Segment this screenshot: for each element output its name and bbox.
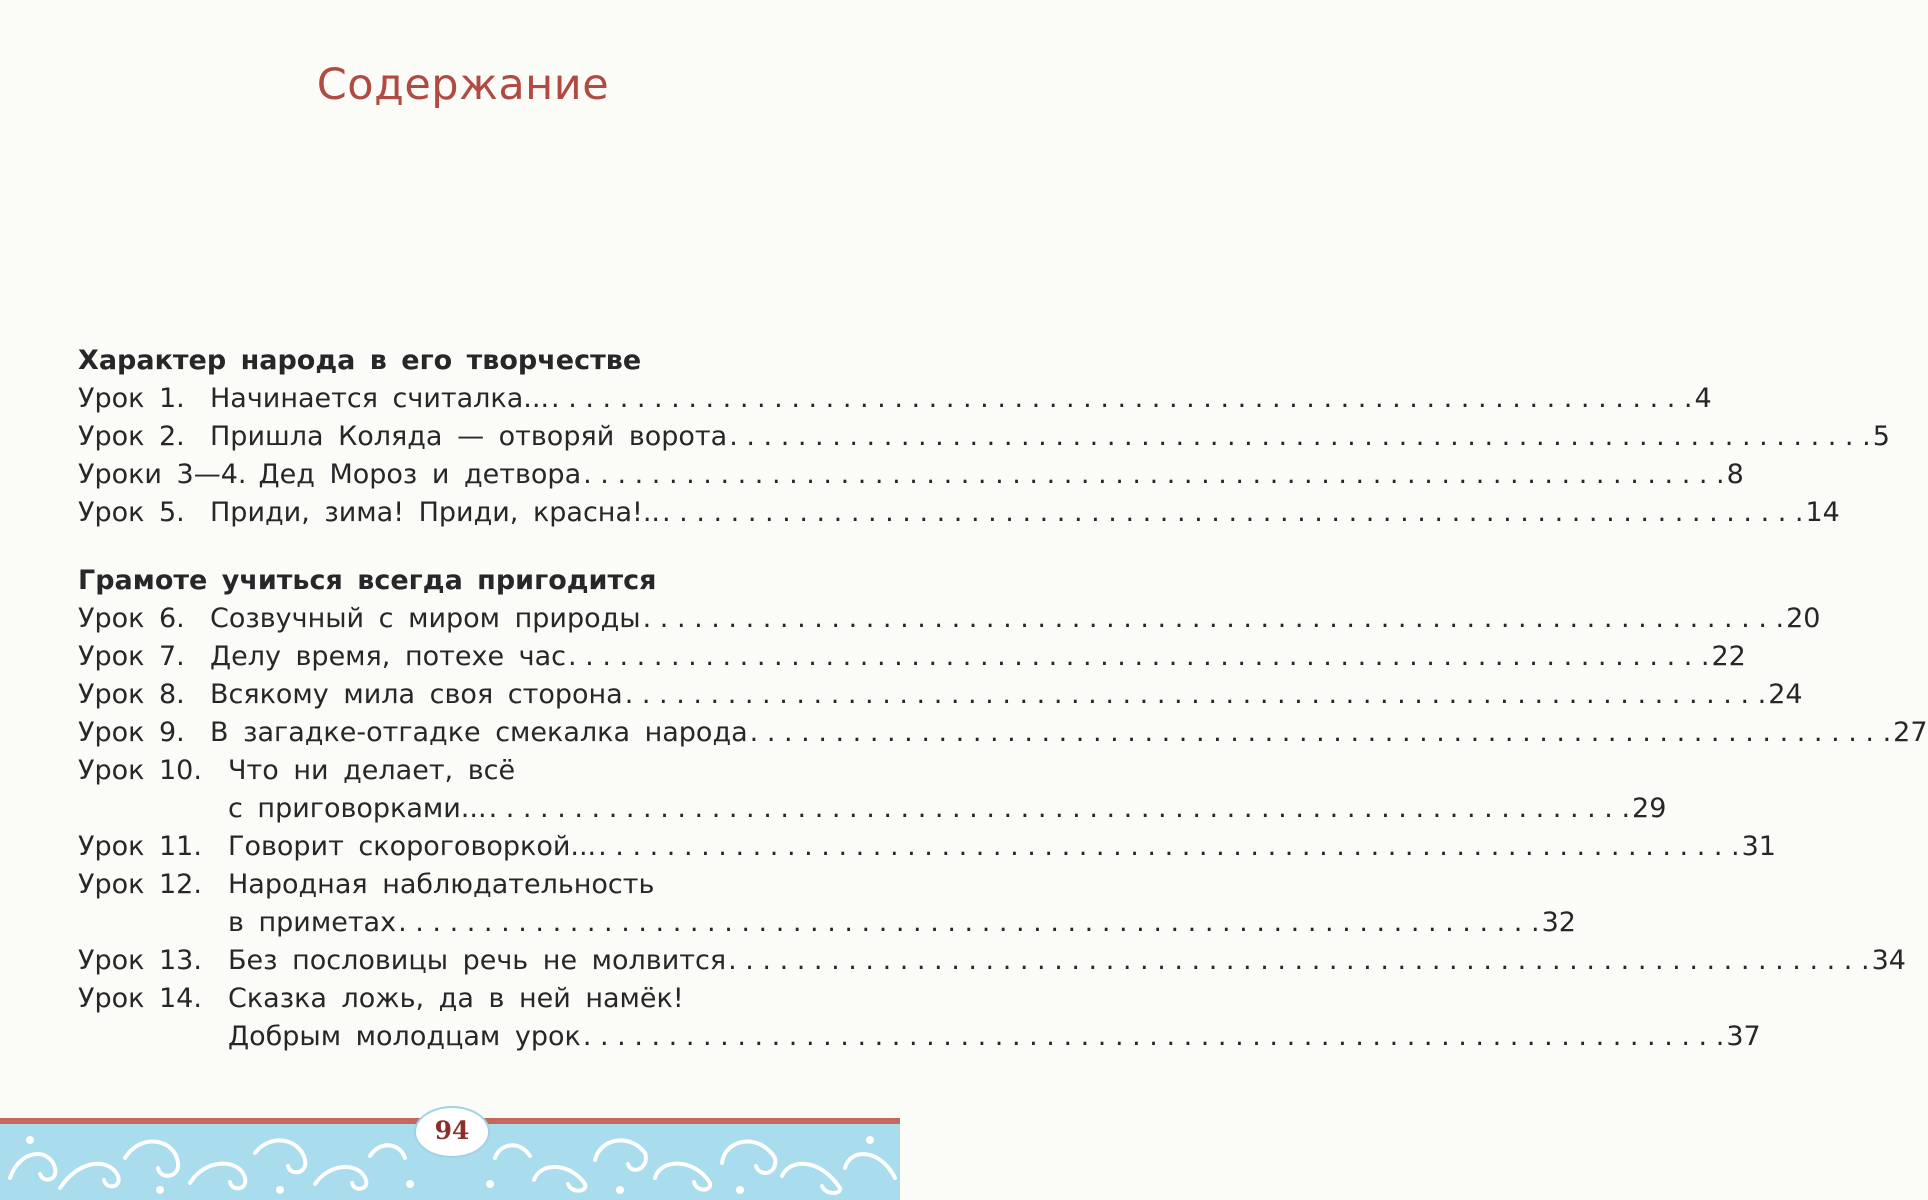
dot-leader bbox=[729, 418, 1870, 456]
lesson-number: Урок 2. bbox=[78, 421, 185, 452]
page-ref: 14 bbox=[1805, 497, 1840, 528]
lesson-title: Делу время, потехе час bbox=[210, 641, 566, 672]
dot-leader bbox=[598, 828, 1739, 866]
toc-entry[interactable] bbox=[78, 752, 1667, 828]
toc-entry[interactable] bbox=[78, 418, 1890, 456]
lesson-title: В загадке-отгадке смекалка народа bbox=[210, 717, 748, 748]
lesson-title: Сказка ложь, да в ней намёк! bbox=[228, 983, 684, 1014]
lesson-title-continued: с приговорками... bbox=[228, 793, 487, 824]
page-ref: 29 bbox=[1632, 793, 1667, 824]
lesson-number: Урок 8. bbox=[78, 679, 185, 710]
lesson-title-continued: в приметах bbox=[228, 907, 397, 938]
page-ref: 34 bbox=[1871, 945, 1906, 976]
page-ref: 20 bbox=[1786, 603, 1821, 634]
dot-leader bbox=[583, 1018, 1724, 1056]
lesson-number: Урок 14. bbox=[78, 983, 202, 1014]
lesson-number: Урок 7. bbox=[78, 641, 185, 672]
dot-leader bbox=[662, 494, 1803, 532]
dot-leader bbox=[489, 790, 1630, 828]
table-of-contents bbox=[78, 342, 1928, 1056]
dot-leader bbox=[398, 904, 1539, 942]
lesson-number: Урок 6. bbox=[78, 603, 185, 634]
dot-leader bbox=[643, 600, 1784, 638]
lesson-title: Народная наблюдательность bbox=[228, 869, 655, 900]
toc-entry[interactable] bbox=[78, 828, 1776, 866]
dot-leader bbox=[551, 380, 1692, 418]
toc-entry[interactable] bbox=[78, 980, 1761, 1056]
dot-leader bbox=[583, 456, 1724, 494]
lesson-title: Без пословицы речь не молвится bbox=[228, 945, 727, 976]
dot-leader bbox=[568, 638, 1709, 676]
section-heading-1: Характер народа в его творчестве bbox=[78, 345, 642, 376]
toc-entry[interactable] bbox=[78, 866, 1576, 942]
lesson-number: Урок 1. bbox=[78, 383, 185, 414]
page-ref: 32 bbox=[1541, 907, 1576, 938]
page-number: 94 bbox=[414, 1106, 490, 1158]
lesson-number: Урок 10. bbox=[78, 755, 202, 786]
page-ref: 22 bbox=[1711, 641, 1746, 672]
page-ref: 8 bbox=[1726, 459, 1744, 490]
page-ref: 24 bbox=[1768, 679, 1803, 710]
lesson-title: Говорит скороговоркой... bbox=[228, 831, 597, 862]
toc-entry[interactable] bbox=[78, 456, 1744, 494]
lesson-title: Дед Мороз и детвора bbox=[258, 459, 582, 490]
toc-entry[interactable] bbox=[78, 380, 1712, 418]
section-heading-2: Грамоте учиться всегда пригодится bbox=[78, 565, 657, 596]
page-ref: 5 bbox=[1872, 421, 1890, 452]
page-ref: 4 bbox=[1694, 383, 1712, 414]
lesson-title: Начинается считалка... bbox=[210, 383, 550, 414]
lesson-title: Приди, зима! Приди, красна!.. bbox=[210, 497, 660, 528]
lesson-title: Что ни делает, всё bbox=[228, 755, 516, 786]
toc-entry[interactable] bbox=[78, 638, 1746, 676]
dot-leader bbox=[728, 942, 1869, 980]
page-ref: 27 bbox=[1893, 717, 1928, 748]
lesson-title-continued: Добрым молодцам урок bbox=[228, 1021, 581, 1052]
dot-leader bbox=[625, 676, 1766, 714]
toc-entry[interactable] bbox=[78, 942, 1906, 980]
toc-entry[interactable] bbox=[78, 676, 1803, 714]
lesson-title: Пришла Коляда — отворяй ворота bbox=[210, 421, 728, 452]
page-title: Содержание bbox=[316, 60, 610, 110]
dot-leader bbox=[750, 714, 1891, 752]
page-ref: 31 bbox=[1741, 831, 1776, 862]
lesson-number: Уроки 3—4. bbox=[78, 459, 247, 490]
lesson-title: Созвучный с миром природы bbox=[210, 603, 641, 634]
toc-entry[interactable] bbox=[78, 494, 1840, 532]
toc-entry[interactable] bbox=[78, 714, 1928, 752]
lesson-title: Всякому мила своя сторона bbox=[210, 679, 623, 710]
page-ref: 37 bbox=[1726, 1021, 1761, 1052]
lesson-number: Урок 12. bbox=[78, 869, 202, 900]
lesson-number: Урок 11. bbox=[78, 831, 202, 862]
lesson-number: Урок 9. bbox=[78, 717, 185, 748]
lesson-number: Урок 13. bbox=[78, 945, 202, 976]
toc-entry[interactable] bbox=[78, 600, 1821, 638]
lesson-number: Урок 5. bbox=[78, 497, 185, 528]
